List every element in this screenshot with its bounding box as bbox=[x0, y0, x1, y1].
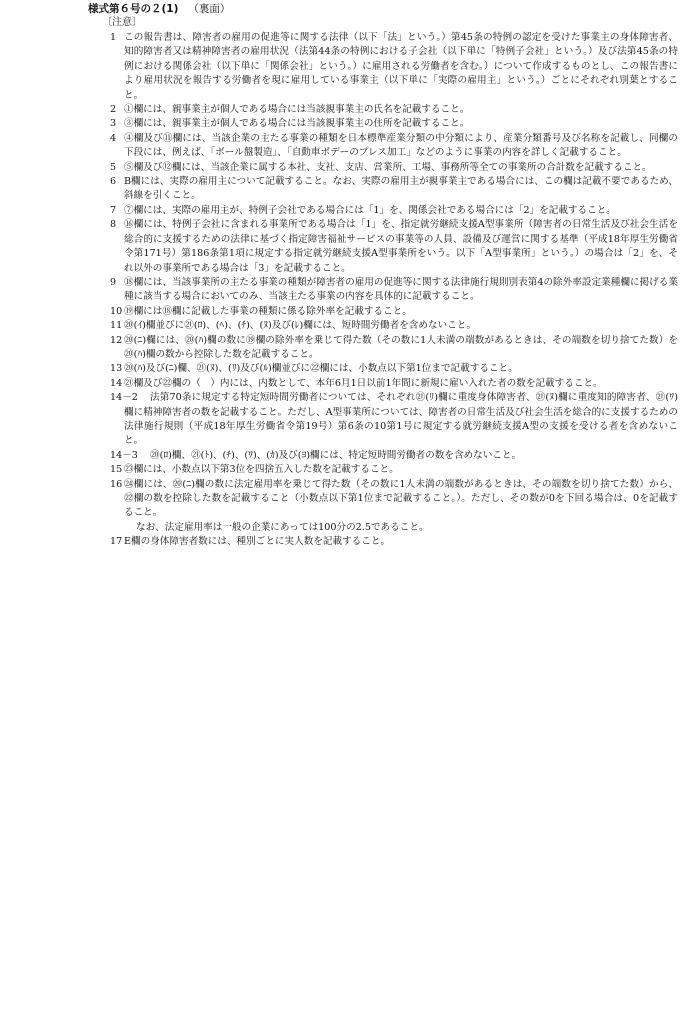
note-text: ①欄には、親事業主が個人である場合には当該親事業主の氏名を記載すること。 bbox=[124, 104, 470, 116]
note-number: 6 bbox=[110, 176, 117, 188]
note-item-15 bbox=[88, 463, 678, 477]
note-item-14-3 bbox=[88, 449, 678, 463]
note-number: 17 bbox=[110, 536, 123, 548]
note-number: 14－2 bbox=[110, 392, 138, 404]
note-number: 1 bbox=[110, 32, 117, 43]
note-number: 5 bbox=[110, 161, 117, 173]
note-item-3 bbox=[88, 117, 678, 131]
note-item-6 bbox=[88, 175, 678, 204]
note-number: 4 bbox=[110, 132, 117, 144]
form-title: 様式第６号の２(1) bbox=[88, 3, 179, 15]
note-item-14 bbox=[88, 377, 678, 391]
note-text: ㉓欄には、小数点以下第3位を四捨五入した数を記載すること。 bbox=[124, 464, 399, 476]
note-text: ⑳(ﾛ)欄、㉑(ﾄ)、(ﾁ)、(ﾜ)、(ｶ)及び(ﾖ)欄には、特定短時間労働者の数を含めないこと。 bbox=[150, 449, 522, 461]
note-item-11 bbox=[88, 319, 678, 333]
note-item-1 bbox=[88, 31, 678, 103]
note-extra-text: なお、法定雇用率は一般の企業にあっては100分の2.5であること。 bbox=[136, 521, 429, 533]
note-number: 11 bbox=[110, 320, 123, 332]
note-number: 9 bbox=[110, 276, 117, 288]
note-item-10 bbox=[88, 305, 678, 319]
note-text: B欄には、実際の雇用主について記載すること。なお、実際の雇用主が親事業主である場合には、この欄は記載不要であるため、斜線を引くこと。 bbox=[124, 176, 678, 202]
note-item-9 bbox=[88, 276, 678, 305]
note-number: 2 bbox=[110, 104, 117, 116]
note-number: 14－3 bbox=[110, 449, 138, 461]
note-item-16 bbox=[88, 478, 678, 536]
note-number: 13 bbox=[110, 363, 123, 375]
note-number: 15 bbox=[110, 464, 123, 476]
note-item-7 bbox=[88, 204, 678, 218]
note-text: ⑦欄には、実際の雇用主が、特例子会社である場合には「1」を、関係会社である場合には「2」を記載すること。 bbox=[124, 204, 616, 216]
note-item-5 bbox=[88, 161, 678, 175]
note-text: ④欄及び⑪欄には、当該企業の主たる事業の種類を日本標準産業分類の中分類により、産業分類番号及び名称を記載し、同欄の下段には、例えば、「ボール盤製造」、「自動車ボデーのプレス加工」などのように事業の内容を詳しく記載すること。 bbox=[124, 132, 678, 159]
notes-title: 〔注意〕 bbox=[102, 17, 142, 28]
note-text: この報告書は、障害者の雇用の促進等に関する法律（以下「法」という。）第45条の特例の認定を受けた事業主の身体障害者、知的障害者又は精神障害者の雇用状況（法第44条の特例における子会社（以下単に「特例子会社」という。）及び法第45条の特例における関係会社（以下単に「関係会社」という。）に雇用される労働者を含む。）について作成するものとし、この報告書により雇用状況を報告する労働者を現に雇用している事業主（以下単に「実際の雇用主」という。）ごとにそれぞれ別葉とすること。 bbox=[124, 32, 678, 101]
note-text: ⑤欄及び⑫欄には、当該企業に属する本社、支社、支店、営業所、工場、事務所等全ての事業所の合計数を記載すること。 bbox=[124, 161, 652, 173]
header bbox=[88, 2, 678, 16]
note-item-4 bbox=[88, 132, 678, 161]
note-number: 8 bbox=[110, 219, 117, 231]
note-text: ⑳(ｲ)欄並びに㉑(ﾛ)、(ﾍ)、(ﾁ)、(ﾇ)及び(ﾚ)欄には、短時間労働者を含めないこと。 bbox=[124, 320, 476, 332]
note-item-17 bbox=[88, 535, 678, 549]
note-text: ㉑欄及び㉒欄の（ ）内には、内数として、本年6月1日以前1年間に新規に雇い入れた者の数を記載すること。 bbox=[124, 377, 603, 389]
note-item-8 bbox=[88, 218, 678, 276]
note-text: ⑳(ﾊ)及び(ﾆ)欄、㉑(ﾇ)、(ﾘ)及び(ﾙ)欄並びに㉒欄には、小数点以下第1位まで記載すること。 bbox=[124, 363, 518, 375]
note-number: 16 bbox=[110, 478, 123, 490]
note-item-2 bbox=[88, 103, 678, 117]
note-text: 法第70条に規定する特定短時間労働者については、それぞれ㉑(ﾘ)欄に重度身体障害者、㉑(ﾇ)欄に重度知的障害者、㉑(ﾜ)欄に精神障害者の数を記載すること。ただし、A型事業所については、障害者の日常生活及び社会生活を総合的に支援するための法律施行規則（平成18年厚生労働省令第19号）第6条の10第1号に規定する就労継続支援A型の支援を受ける者を含めないこと。 bbox=[124, 392, 678, 447]
note-item-12 bbox=[88, 334, 678, 363]
note-text: E欄の身体障害者数には、種別ごとに実人数を記載すること。 bbox=[124, 536, 391, 548]
note-text: ③欄には、親事業主が個人である場合には当該親事業主の住所を記載すること。 bbox=[124, 118, 470, 130]
note-number: 3 bbox=[110, 118, 117, 130]
notes-list bbox=[88, 31, 678, 550]
note-number: 12 bbox=[110, 334, 123, 346]
note-text: ⑲欄には⑱欄に記載した事業の種類に係る除外率を記載すること。 bbox=[124, 305, 412, 317]
side-label: （裏面） bbox=[188, 3, 231, 15]
note-number: 10 bbox=[110, 305, 123, 317]
note-item-14-2 bbox=[88, 391, 678, 449]
note-text: ⑱欄には、当該事業所の主たる事業の種類が障害者の雇用の促進等に関する法律施行規則別表第4の除外率設定業種欄に掲げる業種に該当する場合においてのみ、当該主たる事業の内容を具体的に記載すること。 bbox=[124, 276, 678, 303]
note-text: ㉔欄には、⑳(ﾆ)欄の数に法定雇用率を乗じて得た数（その数に1人未満の端数があるときは、その端数を切り捨てた数）から、㉒欄の数を控除した数を記載すること（小数点以下第1位まで記載すること。）。ただし、その数が0を下回る場合は、0を記載すること。 bbox=[124, 478, 678, 519]
note-text: ⑳(ﾆ)欄には、⑳(ﾊ)欄の数に⑲欄の除外率を乗じて得た数（その数に1人未満の端数があるときは、その端数を切り捨てた数）を⑳(ﾊ)欄の数から控除した数を記載すること。 bbox=[124, 334, 678, 360]
note-item-13 bbox=[88, 362, 678, 376]
note-number: 14 bbox=[110, 377, 123, 389]
note-text: ⑯欄には、特例子会社に含まれる事業所である場合は「1」を、指定就労継続支援A型事業所（障害者の日常生活及び社会生活を総合的に支援するための法律に基づく指定障害福祉サービスの事業等の人員、設備及び運営に関する基準（平成18年厚生労働省令第171号）第186条第1項に規定する指定就労継続支援A型事業所をいう。以下「A型事業所」という。）の場合は「2」を、それ以外の事業所である場合は「3」を記載すること。 bbox=[124, 219, 678, 274]
note-number: 7 bbox=[110, 204, 117, 216]
